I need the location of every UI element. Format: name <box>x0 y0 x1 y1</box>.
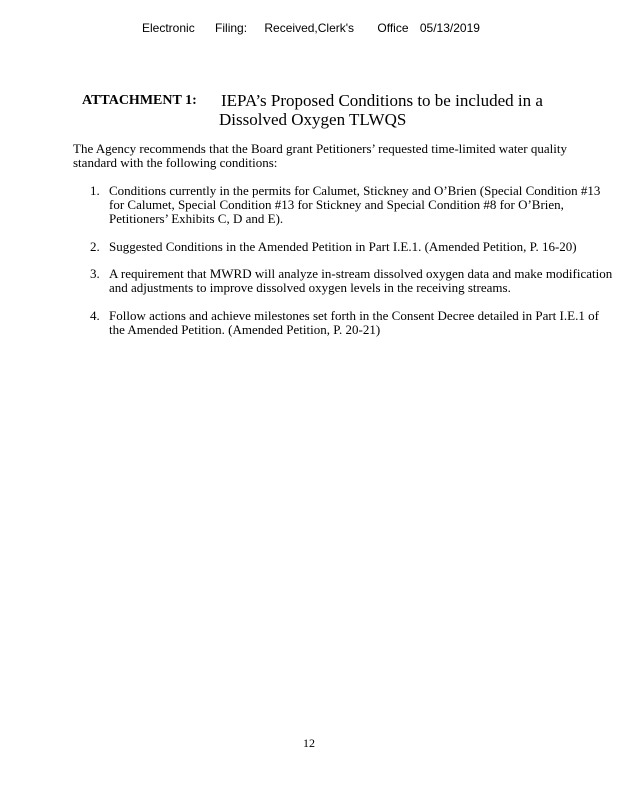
page-number: 12 <box>303 736 315 750</box>
attachment-title-line-2: Dissolved Oxygen TLWQS <box>219 110 407 129</box>
header-filing: Filing: <box>215 21 248 35</box>
condition-text: Conditions currently in the permits for Calumet, Stickney and O’Brien (Special Condition #13 for Calumet, Special Condition #13 for Stickney and Special Condition #8 for O’Brien, Petitioners’ Exhibits C, D and E). <box>109 183 601 226</box>
condition-item-3 <box>73 267 613 295</box>
condition-text: Follow actions and achieve milestones set forth in the Consent Decree detailed in Part I.E.1 of the Amended Petition. (Amended Petition, P. 20-21) <box>109 308 599 337</box>
condition-item-2 <box>73 240 613 254</box>
filing-stamp-header <box>142 21 480 35</box>
condition-number: 1. <box>90 183 100 198</box>
condition-item-4 <box>73 309 613 337</box>
header-date: 05/13/2019 <box>419 21 480 35</box>
attachment-label: ATTACHMENT 1: <box>82 93 197 108</box>
condition-number: 2. <box>90 239 100 254</box>
header-received: Received,Clerk's <box>264 21 355 35</box>
condition-number: 4. <box>90 308 100 323</box>
condition-item-1 <box>73 184 613 226</box>
condition-number: 3. <box>90 266 100 281</box>
condition-text: Suggested Conditions in the Amended Petition in Part I.E.1. (Amended Petition, P. 16-20) <box>109 239 577 254</box>
conditions-list <box>73 184 613 352</box>
header-office: Office <box>377 21 409 35</box>
attachment-title-line-1: IEPA’s Proposed Conditions to be included in a <box>221 91 543 110</box>
header-electronic: Electronic <box>142 21 195 35</box>
attachment-title <box>221 91 591 129</box>
condition-text: A requirement that MWRD will analyze in-stream dissolved oxygen data and make modification and adjustments to improve dissolved oxygen levels in the receiving streams. <box>109 266 613 295</box>
intro-paragraph: The Agency recommends that the Board grant Petitioners’ requested time-limited water quality standard with the following conditions: <box>73 141 567 170</box>
